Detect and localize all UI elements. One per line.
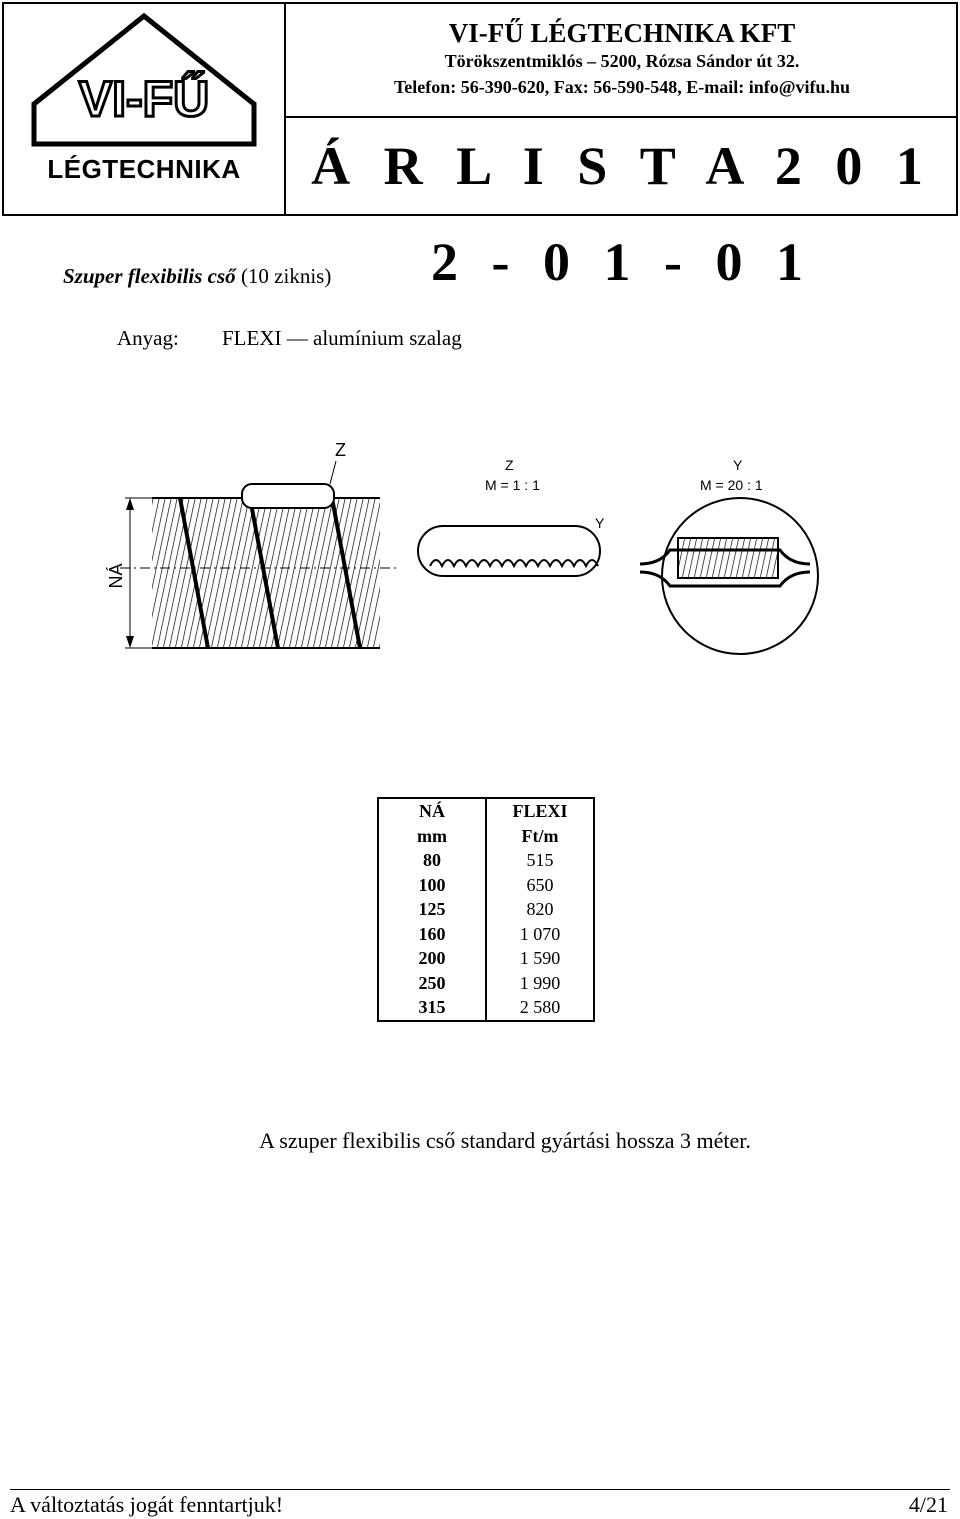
company-contact: Telefon: 56-390-620, Fax: 56-590-548, E-mail: info@vifu.hu (393, 77, 851, 97)
detail-y-scale: M = 20 : 1 (700, 477, 763, 493)
detail-z-scale: M = 1 : 1 (485, 477, 540, 493)
price-cell: 1 070 (519, 923, 561, 944)
size-cell: 250 (378, 971, 486, 996)
logo-emblem (4, 4, 284, 154)
footer-disclaimer: A változtatás jogát fenntartjuk! (10, 1492, 284, 1517)
size-cell: 160 (378, 922, 486, 947)
price-table (377, 797, 595, 1022)
table-row (378, 897, 594, 922)
detail-y (640, 457, 818, 654)
logo-mark: VI-FŰ (78, 71, 210, 127)
price-cell: 1 590 (519, 948, 561, 968)
size-cell: 315 (378, 995, 486, 1021)
detail-y-label: Y (733, 457, 743, 473)
table-row (378, 848, 594, 873)
table-row (378, 873, 594, 898)
technical-drawing (100, 436, 860, 676)
table-header-row (378, 824, 594, 849)
table-header-cell: Ft/m (521, 825, 559, 846)
company-name: VI-FŰ LÉGTECHNIKA KFT (448, 18, 796, 48)
size-cell: 80 (378, 848, 486, 873)
footer-divider (10, 1489, 950, 1490)
page-number: 4/21 (908, 1492, 948, 1517)
table-header-cell: mm (378, 824, 486, 849)
price-cell: 820 (526, 899, 554, 919)
table-row (378, 946, 594, 971)
pipe-side-view (106, 440, 400, 648)
size-cell: 200 (378, 946, 486, 971)
company-info (286, 4, 958, 118)
size-cell: 125 (378, 897, 486, 922)
dimension-label-na: NÁ (106, 563, 126, 589)
price-cell: 1 990 (519, 972, 561, 993)
price-cell: 650 (526, 874, 554, 895)
product-name-suffix: (10 ziknis) (240, 264, 332, 288)
table-row (378, 971, 594, 996)
product-name: Szuper flexibilis cső (63, 264, 236, 288)
price-list-title: Á R L I S T A 2 0 1 2 - 0 1 - 0 1 (311, 136, 933, 292)
callout-z: Z (335, 440, 346, 460)
size-cell: 100 (378, 873, 486, 898)
company-logo (4, 4, 286, 214)
table-row (378, 995, 594, 1021)
logo-text: LÉGTECHNIKA (47, 154, 241, 184)
material-label: Anyag: (117, 326, 179, 350)
table-header-cell: NÁ (378, 798, 486, 824)
detail-z (418, 457, 605, 576)
price-cell: 515 (526, 850, 554, 870)
table-header-cell: FLEXI (512, 801, 568, 821)
table-row (378, 922, 594, 947)
material-value: FLEXI — alumínium szalag (222, 326, 462, 350)
company-address: Törökszentmiklós – 5200, Rózsa Sándor út 32. (444, 51, 800, 71)
detail-z-label: Z (505, 457, 514, 473)
table-header-row (378, 798, 594, 824)
price-cell: 2 580 (519, 997, 561, 1017)
standard-length-note: A szuper flexibilis cső standard gyártási hossza 3 méter. (259, 1128, 751, 1153)
product-title (63, 264, 331, 289)
detail-z-y-callout: Y (595, 515, 605, 531)
